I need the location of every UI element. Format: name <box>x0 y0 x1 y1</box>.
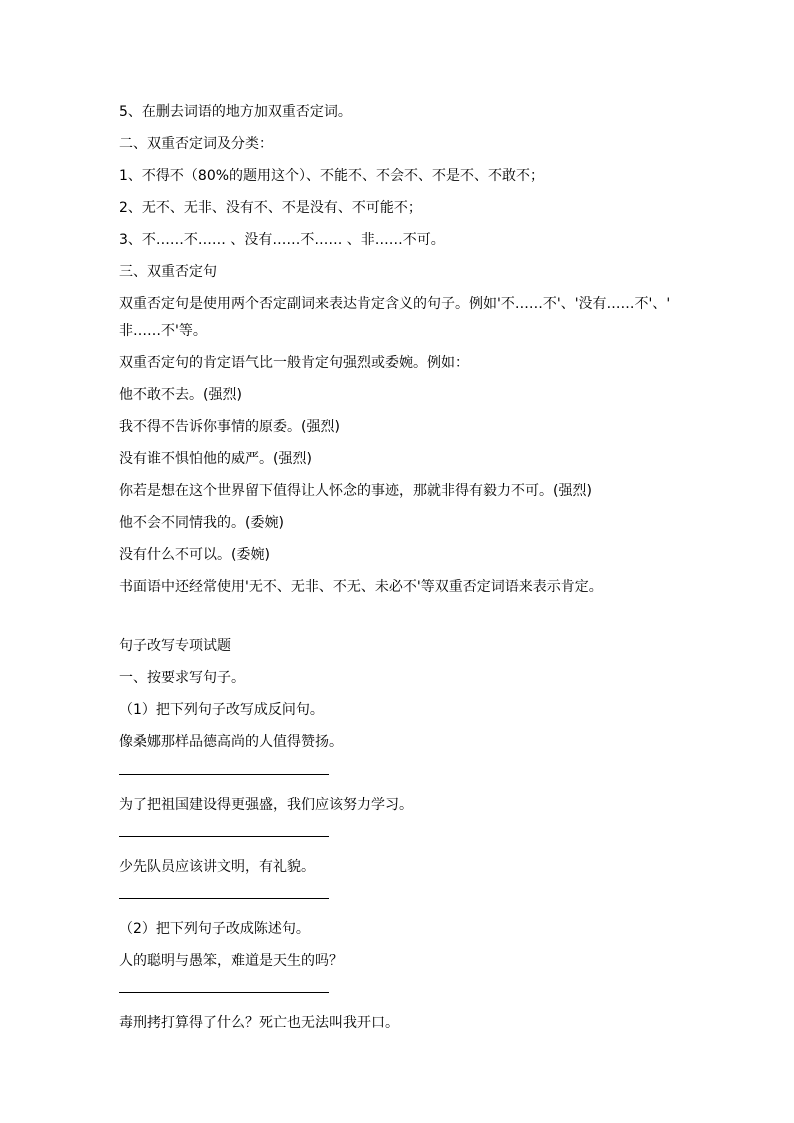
item-5: 5、在删去词语的地方加双重否定词。 <box>119 104 352 120</box>
example-4: 你若是想在这个世界留下值得让人怀念的事迹，那就非得有毅力不可。(强烈) <box>119 483 592 499</box>
answer-line-3[interactable] <box>119 898 329 899</box>
exercise-sentence-1: 像桑娜那样品德高尚的人值得赞扬。 <box>119 734 343 750</box>
exercise-sentence-2: 为了把祖国建设得更强盛，我们应该努力学习。 <box>119 797 413 813</box>
example-3: 没有谁不惧怕他的威严。(强烈) <box>119 451 312 467</box>
section-heading-2: 二、双重否定词及分类： <box>119 136 273 152</box>
item-2: 2、无不、无非、没有不、不是没有、不可能不； <box>119 200 422 216</box>
exercise-sentence-5: 毒刑拷打算得了什么？死亡也无法叫我开口。 <box>119 1015 399 1031</box>
item-3: 3、不……不…… 、没有……不…… 、非……不可。 <box>119 232 445 248</box>
answer-line-1[interactable] <box>119 774 329 775</box>
answer-line-2[interactable] <box>119 836 329 837</box>
example-6: 没有什么不可以。(委婉) <box>119 547 270 563</box>
definition-line-1: 双重否定句是使用两个否定副词来表达肯定含义的句子。例如'不……不'、'没有……不'、' <box>119 296 671 312</box>
exercise-sentence-3: 少先队员应该讲文明，有礼貌。 <box>119 859 315 875</box>
item-1: 1、不得不（80%的题用这个）、不能不、不会不、不是不、不敢不； <box>119 168 545 184</box>
exercise-title: 句子改写专项试题 <box>119 638 231 654</box>
exercise-instruction-1: （1）把下列句子改写成反问句。 <box>119 702 324 718</box>
exercise-sentence-4: 人的聪明与愚笨，难道是天生的吗？ <box>119 953 343 969</box>
exercise-instruction-2: （2）把下列句子改成陈述句。 <box>119 921 310 937</box>
tone-description: 双重否定句的肯定语气比一般肯定句强烈或委婉。例如： <box>119 355 469 371</box>
definition-line-2: 非……不'等。 <box>119 323 207 339</box>
example-5: 他不会不同情我的。(委婉) <box>119 515 284 531</box>
exercise-section-1: 一、按要求写句子。 <box>119 670 245 686</box>
section-heading-3: 三、双重否定句 <box>119 264 217 280</box>
example-1: 他不敢不去。(强烈) <box>119 387 242 403</box>
written-usage-note: 书面语中还经常使用'无不、无非、不无、未必不'等双重否定词语来表示肯定。 <box>119 579 603 595</box>
example-2: 我不得不告诉你事情的原委。(强烈) <box>119 419 340 435</box>
answer-line-4[interactable] <box>119 992 329 993</box>
